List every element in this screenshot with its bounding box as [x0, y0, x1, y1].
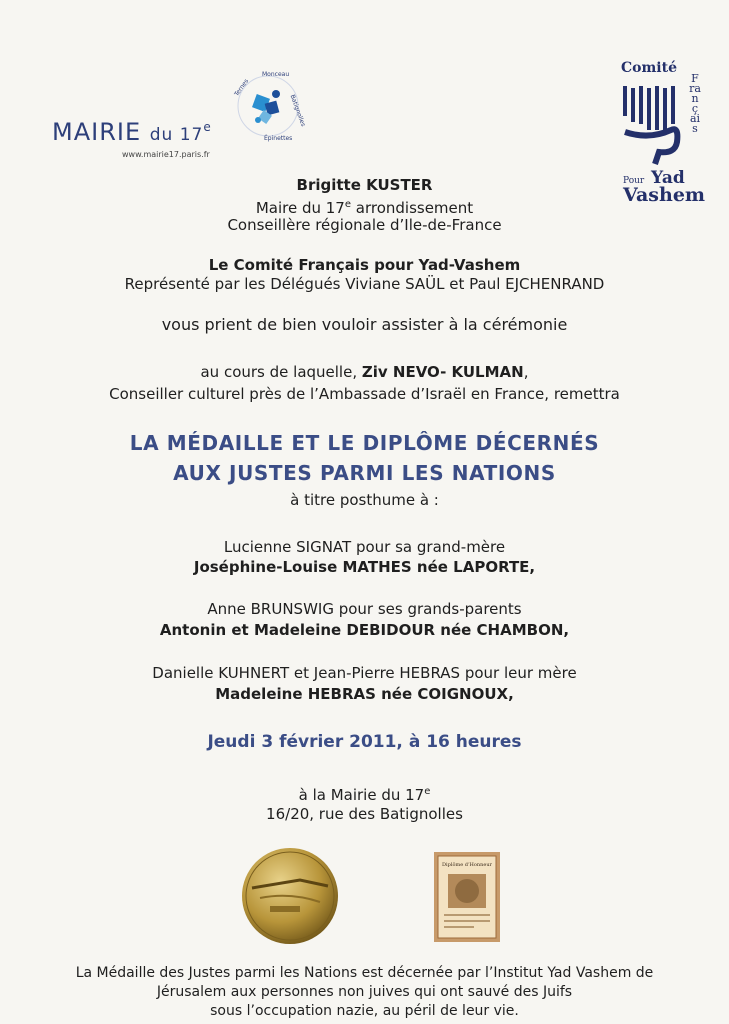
- yv-yad-text: Yad: [651, 168, 685, 188]
- invitation-line: vous prient de bien vouloir assister à la cérémonie: [161, 315, 568, 334]
- footer-line-1: La Médaille des Justes parmi les Nations est décernée par l’Institut Yad Vashem de: [75, 965, 654, 981]
- host-name: Brigitte KUSTER: [296, 176, 433, 194]
- svg-text:Batignolles: Batignolles: [288, 93, 307, 128]
- honoree-requester: Anne BRUNSWIG pour ses grands-parents: [207, 600, 522, 618]
- event-date: Jeudi 3 février 2011, à 16 heures: [207, 732, 522, 752]
- honoree-name: Antonin et Madeleine DEBIDOUR née CHAMBON,: [159, 621, 570, 639]
- honoree-name: Joséphine-Louise MATHES née LAPORTE,: [193, 558, 536, 576]
- honoree-name: Madeleine HEBRAS née COIGNOUX,: [215, 685, 514, 703]
- award-heading-line-2: AUX JUSTES PARMI LES NATIONS: [173, 461, 556, 485]
- officiant-title: Conseiller culturel près de l’Ambassade d’Israël en France, remettra: [109, 385, 620, 403]
- medal-icon: [240, 846, 340, 946]
- mairie-url: www.mairie17.paris.fr: [122, 150, 210, 159]
- footer-line-3: sous l’occupation nazie, au péril de leur vie.: [210, 1003, 519, 1019]
- host-title-2: Conseillère régionale d’Ile-de-France: [227, 216, 502, 234]
- mairie-wordmark: MAIRIE du 17e: [52, 118, 212, 146]
- footer-line-2: Jérusalem aux personnes non juives qui ont sauvé des Juifs: [156, 984, 573, 1000]
- mairie-logo: [52, 70, 312, 160]
- diploma-icon: [434, 852, 500, 942]
- honoree-requester: Lucienne SIGNAT pour sa grand-mère: [223, 538, 506, 556]
- diploma-title: Diplôme d’Honneur: [442, 862, 492, 868]
- event-place: à la Mairie du 17e: [298, 786, 431, 804]
- award-heading-line-1: LA MÉDAILLE ET LE DIPLÔME DÉCERNÉS: [129, 431, 600, 455]
- svg-text:Ternes: Ternes: [233, 77, 251, 98]
- honoree-requester: Danielle KUHNERT et Jean-Pierre HEBRAS pour leur mère: [152, 664, 577, 682]
- yv-comite-text: Comité: [621, 60, 677, 76]
- committee-delegates: Représenté par les Délégués Viviane SAÜL et Paul EJCHENRAND: [124, 275, 605, 293]
- ceremony-officiant: au cours de laquelle, Ziv NEVO- KULMAN,: [200, 363, 529, 381]
- committee-name: Le Comité Français pour Yad-Vashem: [208, 256, 521, 274]
- host-title-1: Maire du 17e arrondissement: [255, 199, 474, 217]
- yv-vashem-text: Vashem: [623, 184, 706, 206]
- mairie-emblem-icon: [232, 70, 307, 142]
- yv-francais-text: Français: [689, 72, 701, 135]
- svg-text:Monceau: Monceau: [262, 71, 290, 78]
- yad-vashem-emblem-icon: [619, 82, 691, 182]
- svg-text:Épinettes: Épinettes: [264, 135, 293, 142]
- event-address: 16/20, rue des Batignolles: [266, 805, 463, 823]
- posthumous-line: à titre posthume à :: [290, 491, 439, 509]
- yv-pour-text: Pour: [623, 176, 645, 186]
